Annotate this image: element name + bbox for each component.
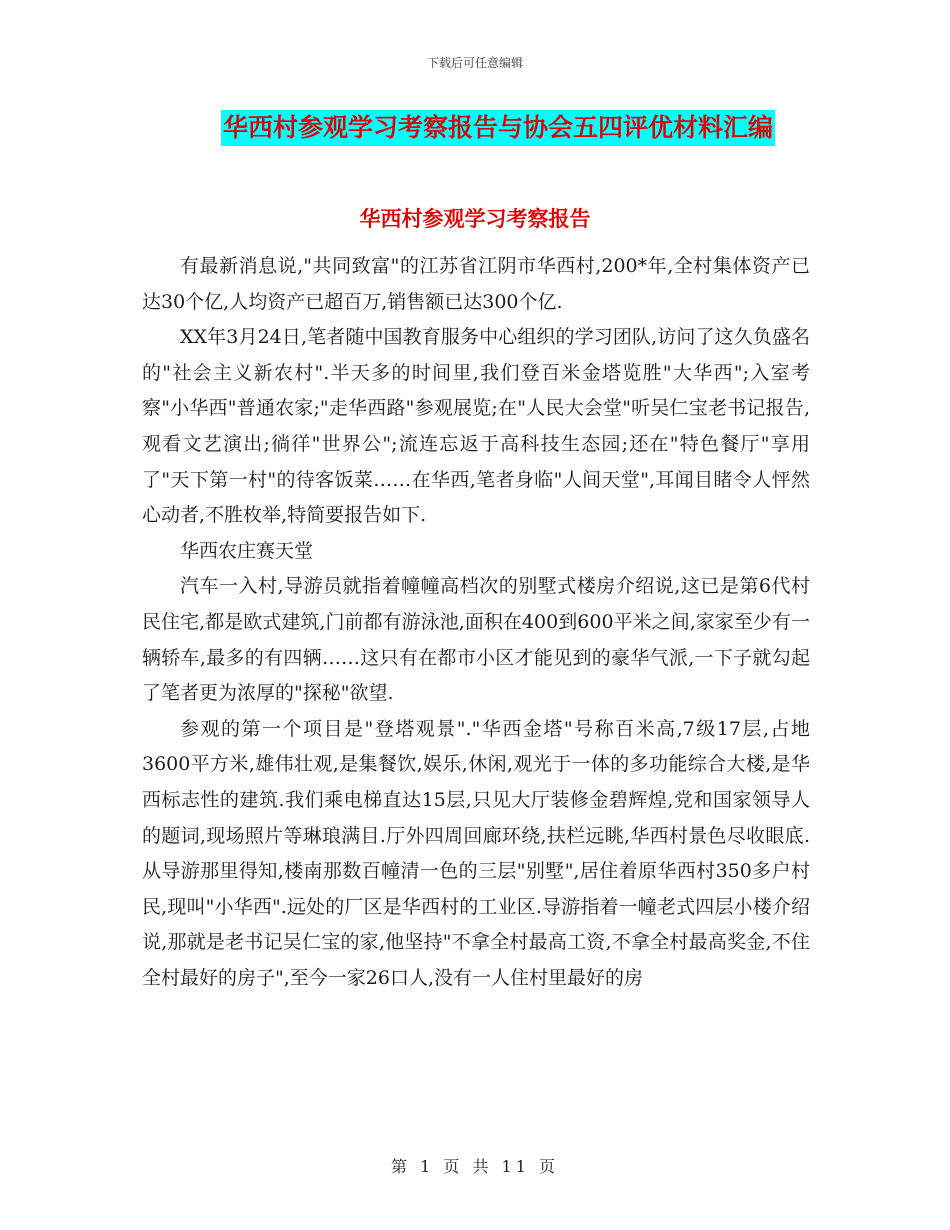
section-title: 华西村参观学习考察报告: [359, 207, 591, 231]
page-footer: 第 1 页 共 11 页: [391, 1157, 559, 1176]
paragraph: XX年3月24日,笔者随中国教育服务中心组织的学习团队,访问了这久负盛名的"社会主义新农村".半天多的时间里,我们登百米金塔览胜"大华西";入室考察"小华西"普通农家;"走华西路"参观展览;在"人民大会堂"听吴仁宝老书记报告,观看文艺演出;徜徉"世界公";流连忘返于高科技生态园;还在"特色餐厅"享用了"天下第一村"的待客饭菜……在华西,笔者身临"人间天堂",耳闻目睹令人怦然心动者,不胜枚举,特简要报告如下.: [142, 326, 810, 527]
page-header-note: 下载后可任意编辑: [426, 56, 523, 70]
paragraph: 汽车一入村,导游员就指着幢幢高档次的别墅式楼房介绍说,这已是第6代村民住宅,都是欧式建筑,门前都有游泳池,面积在400到600平米之间,家家至少有一辆轿车,最多的有四辆……这只有在都市小区才能见到的豪华气派,一下子就勾起了笔者更为浓厚的"探秘"欲望.: [142, 575, 810, 705]
paragraph: 参观的第一个项目是"登塔观景"."华西金塔"号称百米高,7级17层,占地3600平方米,雄伟壮观,是集餐饮,娱乐,休闲,观光于一体的多功能综合大楼,是华西标志性的建筑.我们乘电梯直达15层,只见大厅装修金碧辉煌,党和国家领导人的题词,现场照片等琳琅满目.厅外四周回廊环绕,扶栏远眺,华西村景色尽收眼底.从导游那里得知,楼南那数百幢清一色的三层"别墅",居住着原华西村350多户村民,现叫"小华西".远处的厂区是华西村的工业区.导游指着一幢老式四层小楼介绍说,那就是老书记吴仁宝的家,他坚持"不拿全村最高工资,不拿全村最高奖金,不住全村最好的房子",至今一家26口人,没有一人住村里最好的房: [142, 717, 810, 989]
main-title: 华西村参观学习考察报告与协会五四评优材料汇编: [221, 110, 775, 146]
subheading-paragraph: 华西农庄赛天堂: [180, 539, 314, 562]
paragraph: 有最新消息说,"共同致富"的江苏省江阴市华西村,200*年,全村集体资产已达30个亿,人均资产已超百万,销售额已达300个亿.: [142, 255, 810, 313]
main-title-container: [0, 110, 950, 146]
body-text: [142, 249, 810, 996]
